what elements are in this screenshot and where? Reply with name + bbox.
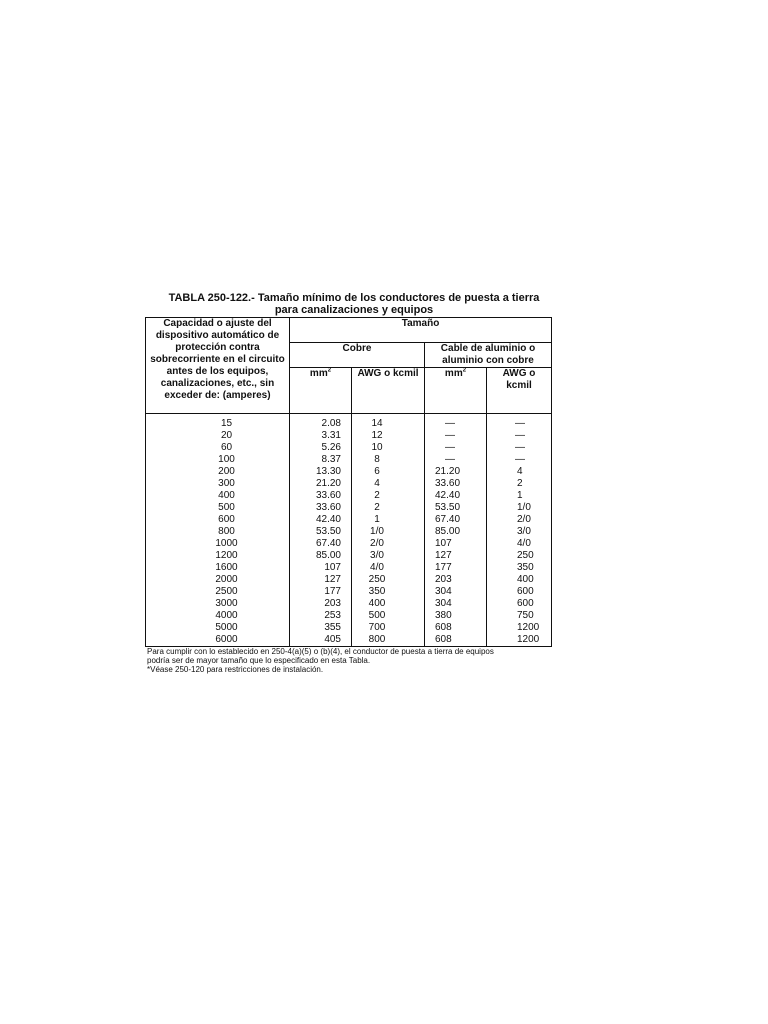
copper-mm2-cell: 203 <box>290 598 352 610</box>
copper-mm2-cell: 355 <box>290 622 352 634</box>
copper-mm2-cell: 3.31 <box>290 430 352 442</box>
copper-awg-cell: 500 <box>352 610 425 622</box>
copper-mm2-cell: 107 <box>290 562 352 574</box>
aluminum-awg-cell: — <box>487 430 552 442</box>
amp-cell: 600 <box>146 514 290 526</box>
table-title-line-2: para canalizaciones y equipos <box>274 304 434 316</box>
table-row <box>146 478 552 490</box>
aluminum-awg-cell: — <box>487 414 552 431</box>
copper-mm2-cell: 177 <box>290 586 352 598</box>
table-row <box>146 442 552 454</box>
aluminum-mm2-cell: 304 <box>425 598 487 610</box>
table-row <box>146 586 552 598</box>
copper-mm2-cell: 42.40 <box>290 514 352 526</box>
amp-cell: 500 <box>146 502 290 514</box>
table-body <box>146 414 552 647</box>
aluminum-mm2-cell: 608 <box>425 634 487 647</box>
aluminum-awg-cell: 600 <box>487 586 552 598</box>
table-row <box>146 634 552 647</box>
copper-mm2-cell: 405 <box>290 634 352 647</box>
copper-awg-cell: 250 <box>352 574 425 586</box>
table-row <box>146 502 552 514</box>
aluminum-mm2-cell: 304 <box>425 586 487 598</box>
table-row <box>146 538 552 550</box>
aluminum-mm2-cell: 85.00 <box>425 526 487 538</box>
copper-awg-cell: 8 <box>352 454 425 466</box>
aluminum-mm2-cell: 107 <box>425 538 487 550</box>
aluminum-mm2-cell: 33.60 <box>425 478 487 490</box>
aluminum-mm2-cell: 608 <box>425 622 487 634</box>
aluminum-mm2-cell: 177 <box>425 562 487 574</box>
amp-cell: 300 <box>146 478 290 490</box>
copper-mm2-cell: 53.50 <box>290 526 352 538</box>
amp-cell: 200 <box>146 466 290 478</box>
amp-cell: 15 <box>146 414 290 431</box>
aluminum-awg-cell: — <box>487 442 552 454</box>
copper-awg-cell: 700 <box>352 622 425 634</box>
table-row <box>146 490 552 502</box>
copper-awg-cell: 1/0 <box>352 526 425 538</box>
aluminum-awg-cell: 350 <box>487 562 552 574</box>
copper-awg-cell: 2 <box>352 490 425 502</box>
aluminum-awg-cell: 4/0 <box>487 538 552 550</box>
table-row <box>146 574 552 586</box>
capacity-column-header: Capacidad o ajuste del dispositivo automático de protección contra sobrecorriente en el circuito antes de los equipos, canalizaciones, etc., sin exceder de: (amperes) <box>146 318 290 414</box>
copper-mm2-cell: 85.00 <box>290 550 352 562</box>
amp-cell: 6000 <box>146 634 290 647</box>
aluminum-mm2-cell: — <box>425 442 487 454</box>
copper-awg-cell: 1 <box>352 514 425 526</box>
note-line-1: Para cumplir con lo establecido en 250-4(a)(5) o (b)(4), el conductor de puesta a tierra de equipos <box>147 647 494 656</box>
aluminum-mm2-cell: 42.40 <box>425 490 487 502</box>
aluminum-mm2-cell: 53.50 <box>425 502 487 514</box>
copper-mm2-cell: 5.26 <box>290 442 352 454</box>
table-row <box>146 598 552 610</box>
amp-cell: 2500 <box>146 586 290 598</box>
copper-mm2-cell: 127 <box>290 574 352 586</box>
aluminum-mm2-cell: 127 <box>425 550 487 562</box>
copper-awg-cell: 3/0 <box>352 550 425 562</box>
amp-cell: 5000 <box>146 622 290 634</box>
copper-awg-cell: 4 <box>352 478 425 490</box>
aluminum-mm2-cell: — <box>425 414 487 431</box>
table-row <box>146 526 552 538</box>
copper-awg-cell: 350 <box>352 586 425 598</box>
table-row <box>146 610 552 622</box>
table-title-line-1: TABLA 250-122.- Tamaño mínimo de los conductores de puesta a tierra <box>168 292 540 304</box>
aluminum-awg-cell: 3/0 <box>487 526 552 538</box>
aluminum-group-header: Cable de aluminio o aluminio con cobre <box>425 343 552 368</box>
copper-mm2-cell: 21.20 <box>290 478 352 490</box>
table-row <box>146 414 552 431</box>
copper-awg-cell: 2 <box>352 502 425 514</box>
table-row <box>146 466 552 478</box>
aluminum-awg-cell: 2 <box>487 478 552 490</box>
aluminum-awg-cell: 600 <box>487 598 552 610</box>
copper-awg-cell: 10 <box>352 442 425 454</box>
table-notes <box>147 647 567 674</box>
copper-group-header: Cobre <box>290 343 425 368</box>
copper-mm2-cell: 8.37 <box>290 454 352 466</box>
aluminum-mm2-cell: 67.40 <box>425 514 487 526</box>
aluminum-mm2-header: $mm^2$ <box>425 368 487 414</box>
aluminum-mm2-cell: — <box>425 454 487 466</box>
table-row <box>146 430 552 442</box>
aluminum-awg-cell: — <box>487 454 552 466</box>
aluminum-awg-header: AWG o kcmil <box>487 368 552 414</box>
aluminum-mm2-cell: 21.20 <box>425 466 487 478</box>
aluminum-awg-cell: 400 <box>487 574 552 586</box>
copper-mm2-cell: 2.08 <box>290 414 352 431</box>
amp-cell: 4000 <box>146 610 290 622</box>
note-line-3: *Véase 250-120 para restricciones de instalación. <box>147 665 324 674</box>
copper-awg-cell: 14 <box>352 414 425 431</box>
copper-mm2-cell: 33.60 <box>290 502 352 514</box>
amp-cell: 2000 <box>146 574 290 586</box>
copper-awg-cell: 400 <box>352 598 425 610</box>
copper-awg-header: AWG o kcmil <box>352 368 425 414</box>
aluminum-awg-cell: 4 <box>487 466 552 478</box>
copper-awg-cell: 2/0 <box>352 538 425 550</box>
copper-mm2-cell: 67.40 <box>290 538 352 550</box>
copper-awg-cell: 800 <box>352 634 425 647</box>
aluminum-mm2-cell: 203 <box>425 574 487 586</box>
amp-cell: 20 <box>146 430 290 442</box>
aluminum-mm2-cell: — <box>425 430 487 442</box>
copper-awg-cell: 12 <box>352 430 425 442</box>
copper-awg-cell: 6 <box>352 466 425 478</box>
copper-awg-cell: 4/0 <box>352 562 425 574</box>
aluminum-awg-cell: 1 <box>487 490 552 502</box>
copper-mm2-cell: 253 <box>290 610 352 622</box>
aluminum-awg-cell: 1200 <box>487 622 552 634</box>
table-row <box>146 454 552 466</box>
amp-cell: 100 <box>146 454 290 466</box>
aluminum-awg-cell: 250 <box>487 550 552 562</box>
aluminum-mm2-cell: 380 <box>425 610 487 622</box>
table-row <box>146 562 552 574</box>
amp-cell: 800 <box>146 526 290 538</box>
amp-cell: 3000 <box>146 598 290 610</box>
grounding-conductor-table <box>145 317 552 647</box>
size-column-header: Tamaño <box>290 318 552 343</box>
aluminum-awg-cell: 750 <box>487 610 552 622</box>
copper-mm2-cell: 33.60 <box>290 490 352 502</box>
amp-cell: 1000 <box>146 538 290 550</box>
amp-cell: 60 <box>146 442 290 454</box>
aluminum-awg-cell: 1200 <box>487 634 552 647</box>
table-title <box>140 292 568 316</box>
table-row <box>146 514 552 526</box>
copper-mm2-header: $mm^2$ <box>290 368 352 414</box>
copper-mm2-cell: 13.30 <box>290 466 352 478</box>
aluminum-awg-cell: 2/0 <box>487 514 552 526</box>
amp-cell: 1600 <box>146 562 290 574</box>
note-line-2: podría ser de mayor tamaño que lo especificado en esta Tabla. <box>147 656 371 665</box>
table-row <box>146 550 552 562</box>
amp-cell: 1200 <box>146 550 290 562</box>
aluminum-awg-cell: 1/0 <box>487 502 552 514</box>
amp-cell: 400 <box>146 490 290 502</box>
table-row <box>146 622 552 634</box>
